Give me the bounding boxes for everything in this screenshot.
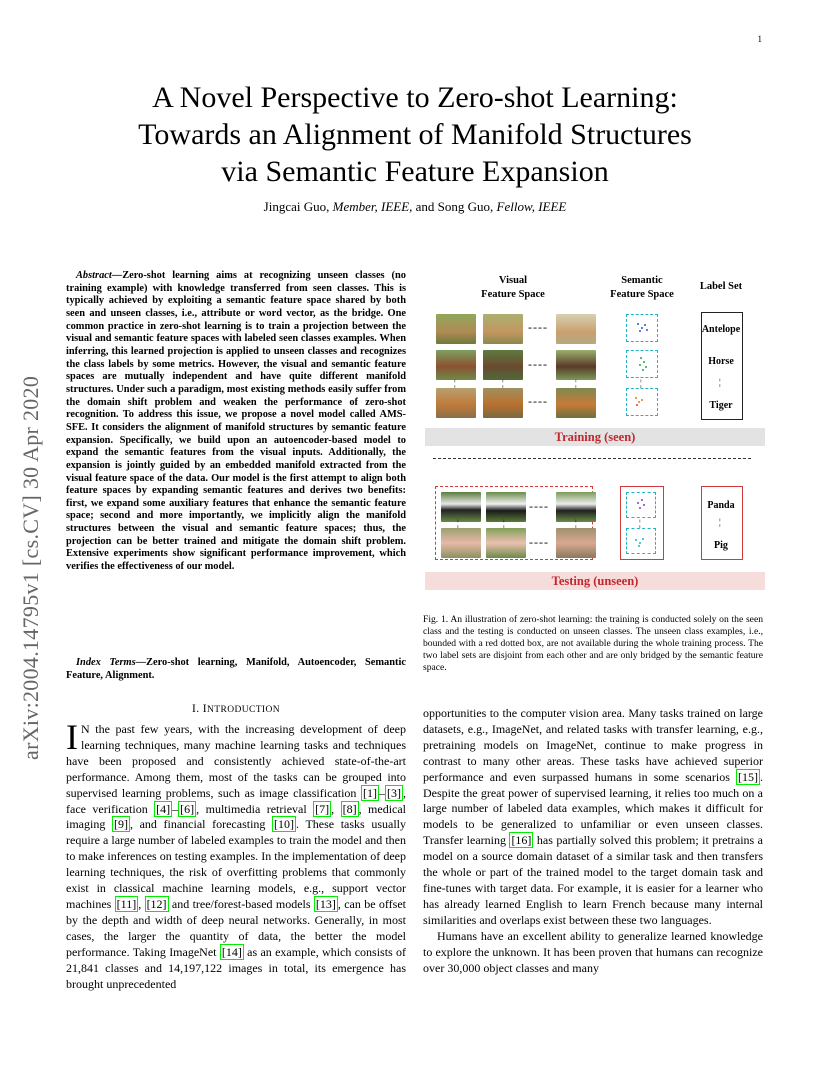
tiger-image xyxy=(483,388,523,418)
citation-link[interactable]: [14] xyxy=(221,944,242,959)
antelope-image xyxy=(556,314,596,344)
antelope-image xyxy=(436,314,476,344)
horse-image xyxy=(556,350,596,380)
tiger-image xyxy=(436,388,476,418)
page-number: 1 xyxy=(757,34,762,44)
testing-band: Testing (unseen) xyxy=(425,572,765,590)
intro-right-paragraph: opportunities to the computer vision area. Many tasks trained on large datasets, e.g., ImageNet, and related tasks with transfer learning, e.g., pretraining models on ImageNet, continue to make progress in contrast to many other areas. These tasks have achieved superior performance and even surpassed humans in some scenarios [15] . Despite the great power of supervised learning, it relies too much on a large number of labeled data examples, which makes it difficult for models to be generalized to unfamiliar or even unseen classes. Transfer learning [16] has partially solved this problem; it pretrains a model on a source domain dataset of a similar task and then transfers the whole or part of the trained model to the target domain task and fine-tunes with target data. For example, it is easier for a learner who has already learned English to learn French because many internal similarities and overlaps exist between these two languages. xyxy=(423,706,763,927)
semantic-cluster-panda xyxy=(626,492,656,518)
vertical-ellipsis: ¦ xyxy=(640,378,642,388)
panda-image xyxy=(441,492,481,522)
vertical-ellipsis: ¦ xyxy=(575,378,577,388)
section-number: I. xyxy=(191,703,200,715)
citation-link[interactable]: [16] xyxy=(511,833,532,848)
ellipsis-dashes: ---- xyxy=(529,499,549,513)
label-panda: Panda xyxy=(707,500,735,511)
citation-link[interactable]: [1] xyxy=(363,785,377,800)
intro-left-column xyxy=(66,717,407,992)
abstract xyxy=(66,270,406,574)
ellipsis-dashes: ---- xyxy=(528,357,548,371)
vertical-ellipsis: ¦ xyxy=(719,377,721,387)
label-antelope: Antelope xyxy=(701,324,741,335)
author-role: Fellow, IEEE xyxy=(496,199,567,214)
train-test-divider xyxy=(433,458,751,459)
abstract-text: —Zero-shot learning aims at recognizing unseen classes (no training example) with knowledge transferred from seen classes. This is typically achieved by exploiting a semantic feature space shared by both seen and unseen classes, i.e., attribute or word vector, as the bridge. One common practice in zero-shot learning is to train a projection between the visual and semantic feature spaces with labeled seen classes examples. When inferring, this learned projection is applied to unseen classes and recognizes the class labels by some metrics. However, the visual and semantic feature spaces are mutually independent and have quite different manifold structures. Under such a paradigm, most existing methods easily suffer from the domain shift problem and weaken the performance of zero-shot recognition. To address this issue, we propose a novel model called AMS-SFE. It considers the alignment of manifold structures by semantic feature expansion. Specifically, we build upon an autoencoder-based model to expand the semantic features from the visual inputs. Additionally, the expansion is jointly guided by an embedded manifold extracted from the visual feature space of the data. Our model is the first attempt to align both feature spaces by expanding semantic features and derives two benefits: first, we expand some auxiliary features that enhance the semantic feature space; second and more importantly, we implicitly align the manifold structures between the visual and semantic feature spaces; thus, the projection can be better trained and mitigate the domain shift problem. Extensive experiments show significant performance improvement, which verifies the effectiveness of our model. xyxy=(66,270,406,573)
label-pig: Pig xyxy=(714,540,728,551)
section-heading xyxy=(66,703,406,715)
semantic-cluster-tiger xyxy=(626,388,658,416)
semantic-cluster-pig xyxy=(626,528,656,554)
semantic-cluster-antelope xyxy=(626,314,658,342)
title-line: A Novel Perspective to Zero-shot Learning: xyxy=(152,81,678,114)
label-tiger: Tiger xyxy=(709,400,733,411)
pig-image xyxy=(486,528,526,558)
vertical-ellipsis: ¦ xyxy=(575,518,577,528)
author-name: and Song Guo, xyxy=(415,199,494,214)
index-terms-label: Index Terms xyxy=(76,657,136,668)
ellipsis-dashes: ---- xyxy=(528,394,548,408)
index-terms xyxy=(66,657,406,682)
citation-link[interactable]: [7] xyxy=(315,801,330,816)
horse-image xyxy=(436,350,476,380)
citation-link[interactable]: [9] xyxy=(113,817,128,832)
ellipsis-dashes: ---- xyxy=(529,535,549,549)
training-band: Training (seen) xyxy=(425,428,765,446)
drop-cap: I xyxy=(66,717,78,757)
abstract-label: Abstract xyxy=(76,270,112,281)
citation-link[interactable]: [4] xyxy=(156,801,171,816)
vertical-ellipsis: ¦ xyxy=(454,378,456,388)
author-name: Jingcai Guo, xyxy=(263,199,330,214)
title-line: via Semantic Feature Expansion xyxy=(221,155,609,188)
citation-link[interactable]: [12] xyxy=(146,896,167,911)
vertical-ellipsis: ¦ xyxy=(457,518,459,528)
citation-link[interactable]: [3] xyxy=(387,785,401,800)
antelope-image xyxy=(483,314,523,344)
paper-title xyxy=(60,79,770,190)
citation-link[interactable]: [15] xyxy=(738,769,758,784)
pig-image xyxy=(556,528,596,558)
intro-right-paragraph: Humans have an excellent ability to generalize learned knowledge to explore the unknown. It has been proven that humans can recognize over 30,000 object classes and many xyxy=(423,928,763,975)
intro-left-text: N the past few years, with the increasing development of deep learning techniques, many machine learning tasks and techniques have been proposed and consistently achieved state-of-the-art performance. Among them, most of the tasks can be grouped into supervised learning problems, such as image classification [1] – [3] , face verification [4] – [6] , multimedia retrieval [7] , [8] , medical imaging [9] , and financial forecasting [10] . These tasks usually require a large number of labeled examples to train the model and then to make inferences on testing examples. In the implementation of deep learning techniques, the risk of overfitting problems that commonly exist in classical machine learning models, e.g., support vector machines [11] , [12] and tree/forest-based models [13] , can be offset by the depth and width of deep neural networks. Generally, in most cases, the larger the quantity of data, the better the model performance. Taking ImageNet [14] as an example, which consists of 21,841 classes and 14,197,122 images in total, its emergence has brought unprecedented xyxy=(66,722,407,991)
tiger-image xyxy=(556,388,596,418)
vertical-ellipsis: ¦ xyxy=(719,517,721,527)
index-terms-text: —Zero-shot learning, Manifold, Autoencoder, Semantic Feature, Alignment. xyxy=(66,657,406,681)
semantic-cluster-horse xyxy=(626,350,658,378)
vertical-ellipsis: ¦ xyxy=(503,518,505,528)
horse-image xyxy=(483,350,523,380)
vertical-ellipsis: ¦ xyxy=(639,518,641,528)
panda-image xyxy=(486,492,526,522)
author-line xyxy=(60,199,770,215)
col-head-visual: Visual Feature Space xyxy=(481,275,545,300)
col-head-label: Label Set xyxy=(699,281,743,292)
citation-link[interactable]: [8] xyxy=(342,801,357,816)
author-role: Member, IEEE, xyxy=(332,199,413,214)
citation-link[interactable]: [11] xyxy=(116,896,137,911)
vertical-ellipsis: ¦ xyxy=(502,378,504,388)
figure-1 xyxy=(425,270,765,595)
citation-link[interactable]: [10] xyxy=(274,817,295,832)
pig-image xyxy=(441,528,481,558)
citation-link[interactable]: [13] xyxy=(315,896,336,911)
citation-link[interactable]: [6] xyxy=(180,801,195,816)
col-head-semantic: Semantic Feature Space xyxy=(610,275,674,300)
section-initial: I xyxy=(202,703,207,715)
ellipsis-dashes: ---- xyxy=(528,320,548,334)
figure-caption: Fig. 1. An illustration of zero-shot learning: the training is conducted solely on the seen class and the testing is conducted on unseen classes. The unseen class examples, i.e., bounded with a red dotted box, are not available during the whole training process. The two label sets are disjoint from each other and are only bridged by the semantic feature space. xyxy=(423,614,763,673)
title-line: Towards an Alignment of Manifold Structures xyxy=(138,118,692,151)
intro-right-column xyxy=(423,706,763,976)
section-rest: NTRODUCTION xyxy=(207,705,281,715)
arxiv-stamp: arXiv:2004.14795v1 [cs.CV] 30 Apr 2020 xyxy=(18,375,43,760)
label-horse: Horse xyxy=(708,356,734,367)
